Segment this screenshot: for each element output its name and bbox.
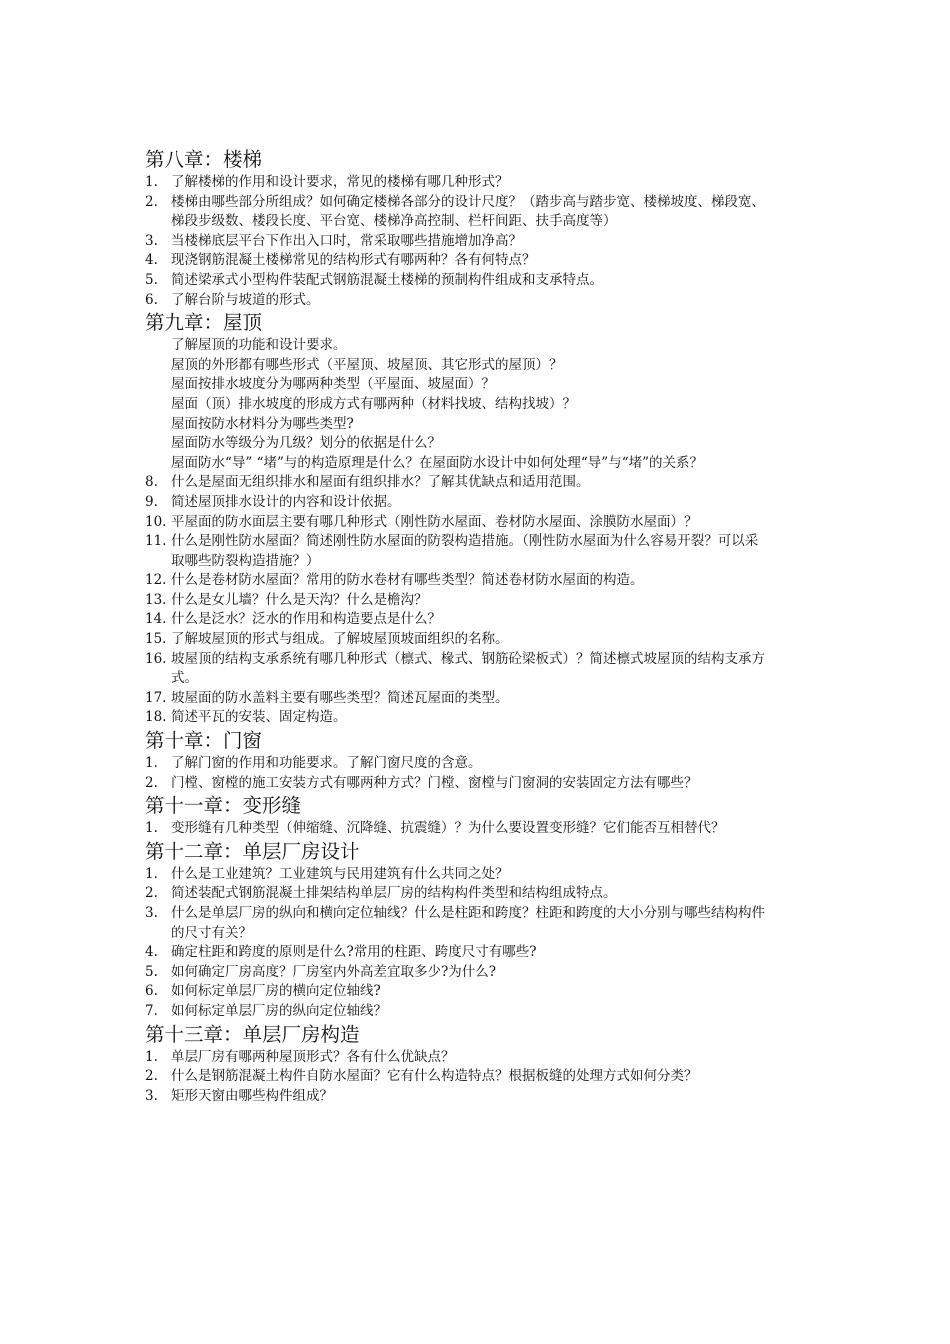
item-number: 3. [145, 905, 158, 921]
plain-item: 屋面防水“导” “堵”与的构造原理是什么？在屋面防水设计中如何处理“导”与“堵”的关系？ [171, 454, 704, 471]
item-text: 坡屋顶的结构支承系统有哪几种形式（檩式、椽式、钢筋砼梁板式）？简述檩式坡屋顶的结构支承方式。 [171, 650, 765, 687]
item-text: 门樘、窗樘的施工安装方式有哪两种方式？门樘、窗樘与门窗洞的安装固定方法有哪些？ [171, 774, 698, 791]
list-item [145, 610, 765, 630]
item-text: 如何标定单层厂房的纵向定位轴线？ [171, 1002, 387, 1019]
item-number: 7. [145, 1002, 158, 1019]
list-item [145, 232, 765, 252]
item-number: 5. [145, 963, 158, 980]
item-text: 什么是屋面无组织排水和屋面有组织排水？了解其优缺点和适用范围。 [171, 474, 590, 491]
item-number: 10. [145, 513, 167, 530]
section-chapter-10 [145, 728, 765, 793]
plain-item: 屋顶的外形都有哪些形式（平屋顶、坡屋顶、其它形式的屋顶）？ [171, 356, 563, 373]
list-item [145, 819, 765, 839]
list-item [145, 754, 765, 774]
chapter-heading: 第十三章：单层厂房构造 [145, 1022, 360, 1046]
item-text: 什么是女儿墙？什么是天沟？什么是檐沟？ [171, 591, 428, 608]
item-number: 1. [145, 1048, 158, 1065]
list-item [145, 271, 765, 291]
item-number: 8. [145, 474, 158, 491]
item-text: 了解台阶与坡道的形式。 [171, 291, 320, 308]
list-item [145, 689, 765, 709]
item-number: 9. [145, 493, 158, 510]
item-text: 楼梯由哪些部分所组成？如何确定楼梯各部分的设计尺度？（踏步高与踏步宽、楼梯坡度、梯段宽、梯段步级数、楼段长度、平台宽、楼梯净高控制、栏杆间距、扶手高度等） [171, 193, 765, 230]
item-text: 简述装配式钢筋混凝土排架结构单层厂房的结构构件类型和结构组成特点。 [171, 885, 617, 902]
section-chapter-11 [145, 793, 765, 839]
item-number: 11. [145, 533, 167, 550]
item-number: 6. [145, 983, 158, 1000]
section-chapter-8 [145, 147, 765, 310]
item-text: 了解坡屋顶的形式与组成。了解坡屋顶坡面组织的名称。 [171, 631, 509, 648]
item-text: 什么是卷材防水屋面？常用的防水卷材有哪些类型？简述卷材防水屋面的构造。 [171, 572, 644, 589]
list-item [145, 473, 765, 493]
section-chapter-12 [145, 839, 765, 1022]
item-text: 坡屋面的防水盖料主要有哪些类型？简述瓦屋面的类型。 [171, 689, 509, 706]
plain-item: 屋面防水等级分为几级？划分的依据是什么？ [171, 435, 441, 452]
item-text: 当楼梯底层平台下作出入口时，常采取哪些措施增加净高？ [171, 232, 522, 249]
item-number: 15. [145, 631, 167, 648]
item-number: 2. [145, 885, 158, 902]
list-item [145, 1002, 765, 1022]
item-number: 4. [145, 252, 158, 269]
section-chapter-13 [145, 1022, 765, 1107]
item-number: 12. [145, 572, 167, 589]
list-item [145, 513, 765, 533]
list-item [145, 493, 765, 513]
item-number: 16. [145, 650, 167, 667]
list-item [145, 591, 765, 611]
item-text: 什么是单层厂房的纵向和横向定位轴线？什么是柱距和跨度？柱距和跨度的大小分别与哪些结构构件的尺寸有关？ [171, 905, 765, 941]
item-text: 如何确定厂房高度？厂房室内外高差宜取多少?为什么? [171, 963, 496, 980]
item-text: 确定柱距和跨度的原则是什么?常用的柱距、跨度尺寸有哪些? [171, 944, 537, 961]
chapter-heading: 第十一章：变形缝 [145, 794, 302, 818]
list-item [145, 193, 765, 232]
item-number: 14. [145, 611, 167, 628]
item-text: 变形缝有几种类型（伸缩缝、沉降缝、抗震缝）？为什么要设置变形缝？它们能否互相替代？ [171, 820, 725, 837]
item-number: 5. [145, 271, 158, 288]
item-text: 了解门窗的作用和功能要求。了解门窗尺度的含意。 [171, 755, 482, 772]
plain-item: 屋面按排水坡度分为哪两种类型（平屋面、坡屋面）？ [171, 376, 495, 393]
item-number: 3. [145, 1087, 158, 1104]
item-number: 1. [145, 174, 158, 190]
list-item [145, 904, 765, 943]
item-text: 简述屋顶排水设计的内容和设计依据。 [171, 493, 401, 510]
chapter-heading: 第十二章：单层厂房设计 [145, 839, 360, 863]
plain-item: 屋面（顶）排水坡度的形成方式有哪两种（材料找坡、结构找坡）？ [171, 395, 576, 412]
plain-item: 屋面按防水材料分为哪些类型? [171, 415, 354, 432]
chapter-heading: 第九章：屋顶 [145, 311, 263, 335]
list-item [145, 532, 765, 571]
item-number: 18. [145, 709, 167, 726]
item-text: 简述梁承式小型构件装配式钢筋混凝土楼梯的预制构件组成和支承特点。 [171, 271, 603, 288]
item-number: 2. [145, 1068, 158, 1085]
list-item [145, 1067, 765, 1087]
item-text: 什么是泛水？泛水的作用和构造要点是什么？ [171, 611, 441, 628]
document-content [145, 147, 765, 1106]
item-text: 简述平瓦的安装、固定构造。 [171, 709, 347, 726]
list-item [145, 963, 765, 983]
item-text: 如何标定单层厂房的横向定位轴线? [171, 983, 381, 1000]
item-text: 什么是钢筋混凝土构件自防水屋面？它有什么构造特点？根据板缝的处理方式如何分类？ [171, 1068, 698, 1085]
item-number: 6. [145, 291, 158, 308]
item-number: 1. [145, 820, 158, 837]
item-number: 4. [145, 944, 158, 961]
item-number: 1. [145, 865, 158, 882]
list-item [145, 1048, 765, 1068]
list-item [145, 630, 765, 650]
chapter-heading: 第八章：楼梯 [145, 148, 263, 171]
list-item [145, 982, 765, 1002]
list-item [145, 173, 765, 193]
item-text: 平屋面的防水面层主要有哪几种形式（刚性防水屋面、卷材防水屋面、涂膜防水屋面）？ [171, 513, 698, 530]
item-number: 3. [145, 232, 158, 249]
item-number: 2. [145, 774, 158, 791]
list-item [145, 251, 765, 271]
item-text: 什么是刚性防水屋面？简述刚性防水屋面的防裂构造措施。（刚性防水屋面为什么容易开裂？可以采取哪些防裂构造措施？） [171, 533, 759, 569]
item-text: 了解楼梯的作用和设计要求，常见的楼梯有哪几种形式？ [171, 174, 509, 190]
item-number: 1. [145, 755, 158, 772]
item-text: 矩形天窗由哪些构件组成？ [171, 1087, 333, 1104]
item-number: 13. [145, 591, 167, 608]
section-chapter-9 [145, 310, 765, 728]
plain-item: 了解屋顶的功能和设计要求。 [171, 337, 347, 354]
list-item [145, 774, 765, 794]
list-item [145, 571, 765, 591]
item-number: 2. [145, 193, 158, 210]
list-item [145, 1087, 765, 1107]
chapter-heading: 第十章：门窗 [145, 729, 263, 753]
item-number: 17. [145, 689, 167, 706]
list-item [145, 884, 765, 904]
item-text: 单层厂房有哪两种屋顶形式？各有什么优缺点？ [171, 1048, 455, 1065]
list-item [145, 943, 765, 963]
list-item [145, 865, 765, 885]
item-text: 什么是工业建筑？工业建筑与民用建筑有什么共同之处？ [171, 865, 509, 882]
list-item [145, 708, 765, 728]
list-item [145, 650, 765, 689]
item-text: 现浇钢筋混凝土楼梯常见的结构形式有哪两种？各有何特点？ [171, 252, 536, 269]
list-item [145, 291, 765, 311]
